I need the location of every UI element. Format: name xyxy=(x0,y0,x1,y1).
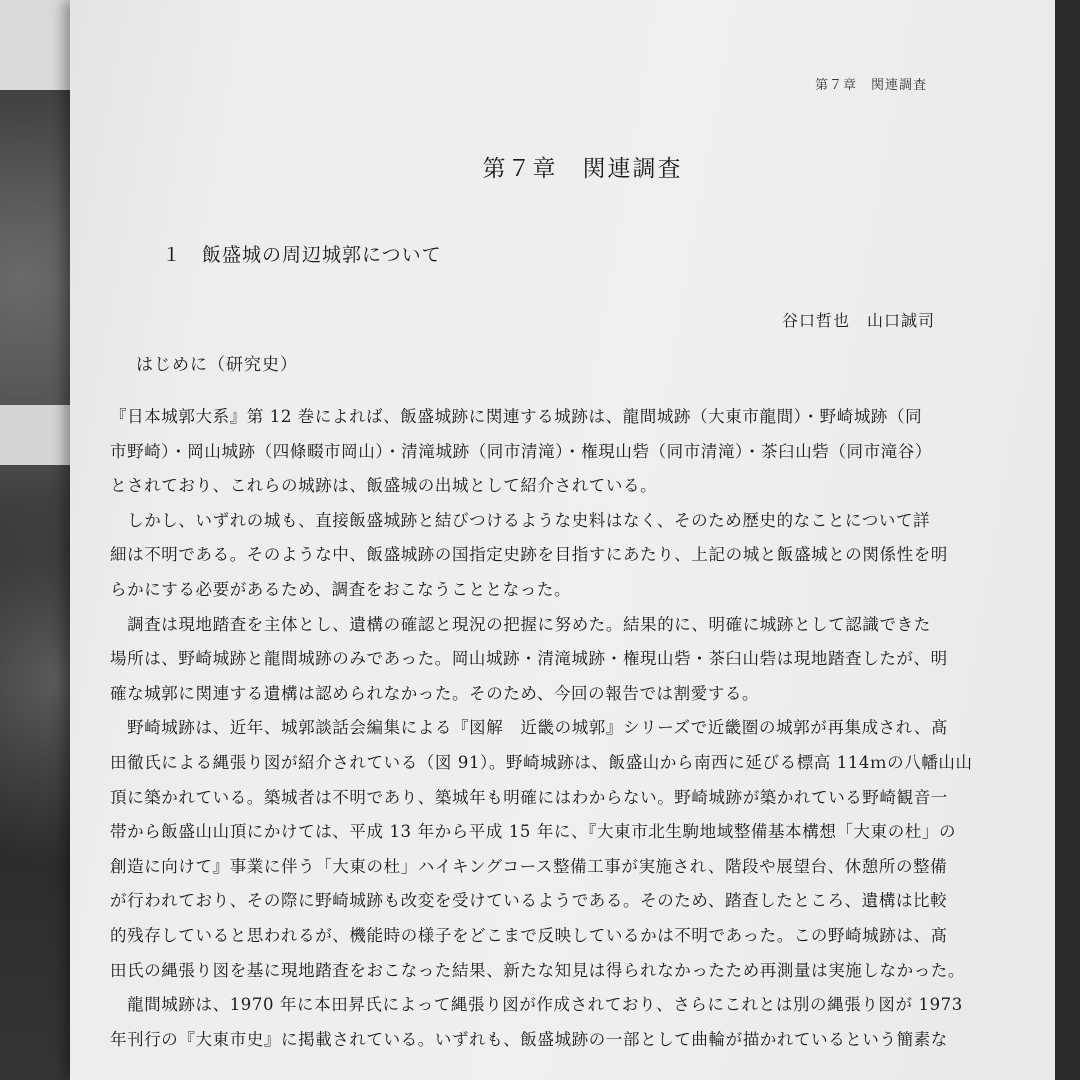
text-line: 確な城郭に関連する遺構は認められなかった。そのため、今回の報告では割愛する。 xyxy=(110,683,760,703)
text-line: 野崎城跡は、近年、城郭談話会編集による『図解 近畿の城郭』シリーズで近畿圏の城郭が再集成され、髙 xyxy=(110,718,949,738)
text-line: が行われており、その際に野崎城跡も改変を受けているようである。そのため、踏査したところ、遺構は比較 xyxy=(110,891,948,911)
text-line: 年刊行の『大東市史』に掲載されている。いずれも、飯盛城跡の一部として曲輪が描かれているという簡素な xyxy=(110,1029,948,1049)
text-line: 的残存していると思われるが、機能時の様子をどこまで反映しているかは不明であった。この野崎城跡は、髙 xyxy=(110,925,948,945)
section-title: １ 飯盛城の周辺城郭について xyxy=(162,244,442,266)
running-head: 第７章 関連調査 xyxy=(814,78,927,93)
table-background xyxy=(1055,0,1080,1080)
text-line: 細は不明である。そのような中、飯盛城跡の国指定史跡を目指すにあたり、上記の城と飯盛城との関係性を明 xyxy=(110,545,948,565)
text-line: 市野崎）・岡山城跡（四條畷市岡山）・清滝城跡（同市清滝）・権現山砦（同市清滝）・茶臼山砦（同市滝谷） xyxy=(110,441,932,461)
text-line: 創造に向けて』事業に伴う「大東の杜」ハイキングコース整備工事が実施され、階段や展望台、休憩所の整備 xyxy=(110,856,948,876)
text-line: らかにする必要があるため、調査をおこなうこととなった。 xyxy=(110,579,572,599)
facing-page-band xyxy=(0,405,78,465)
text-line: とされており、これらの城跡は、飯盛城の出城として紹介されている。 xyxy=(110,476,658,496)
authors: 谷口哲也 山口誠司 xyxy=(781,311,935,330)
text-line: 調査は現地踏査を主体とし、遺構の確認と現況の把握に努めた。結果的に、明確に城跡として認識できた xyxy=(110,614,931,634)
book-page xyxy=(70,0,1055,1080)
text-line: 田氏の縄張り図を基に現地踏査をおこなった結果、新たな知見は得られなかったため再測量は実施しなかった。 xyxy=(110,960,965,980)
body-text xyxy=(110,400,973,1057)
text-line: 『日本城郭大系』第 12 巻によれば、飯盛城跡に関連する城跡は、龍間城跡（大東市龍間）・野崎城跡（同 xyxy=(110,407,923,426)
text-line: 帯から飯盛山山頂にかけては、平成 13 年から平成 15 年に、『大東市北生駒地域整備基本構想「大東の杜」の xyxy=(110,822,957,842)
text-line: しかし、いずれの城も、直接飯盛城跡と結びつけるような史料はなく、そのため歴史的なことについて詳 xyxy=(110,510,931,530)
text-line: 田徹氏による縄張り図が紹介されている（図 91）。野崎城跡は、飯盛山から南西に延びる標高 114ｍの八幡山山 xyxy=(110,752,973,772)
text-line: 頂に築かれている。築城者は不明であり、築城年も明確にはわからない。野崎城跡が築かれている野崎観音一 xyxy=(110,787,948,807)
text-line: 場所は、野崎城跡と龍間城跡のみであった。岡山城跡・清滝城跡・権現山砦・茶臼山砦は現地踏査したが、明 xyxy=(110,649,948,669)
facing-page-margin xyxy=(0,0,78,90)
text-line: 龍間城跡は、1970 年に本田昇氏によって縄張り図が作成されており、さらにこれとは別の縄張り図が 1973 xyxy=(110,995,963,1015)
facing-page-photo xyxy=(0,80,78,1080)
subhead: はじめに（研究史） xyxy=(136,355,298,375)
chapter-title: 第７章 関連調査 xyxy=(482,156,683,182)
